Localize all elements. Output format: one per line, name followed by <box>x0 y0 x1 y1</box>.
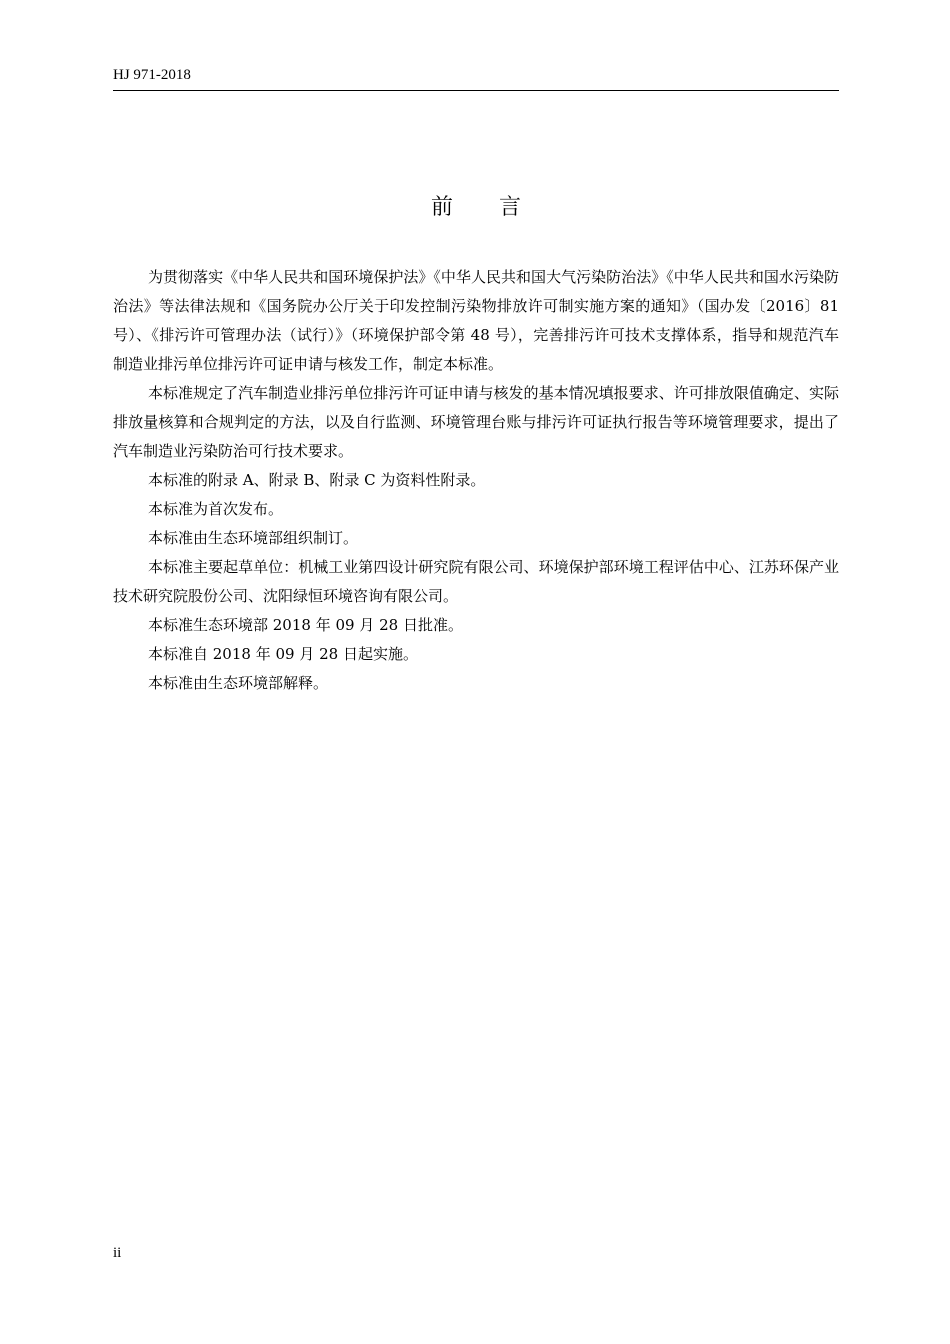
foreword-body <box>113 263 839 698</box>
title-char-1: 前 <box>430 195 453 220</box>
paragraph-first-release: 本标准为首次发布。 <box>148 500 284 518</box>
title-char-2: 言 <box>499 195 522 220</box>
document-code: HJ 971-2018 <box>113 67 191 83</box>
paragraph-approval-date: 本标准生态环境部 2018 年 09 月 28 日批准。 <box>148 616 463 634</box>
page-number: ii <box>113 1245 122 1261</box>
paragraph-scope: 本标准规定了汽车制造业排污单位排污许可证申请与核发的基本情况填报要求、许可排放限值确定、实际排放量核算和合规判定的方法，以及自行监测、环境管理台账与排污许可证执行报告等环境管理要求，提出了汽车制造业污染防治可行技术要求。 <box>113 384 839 460</box>
paragraph-purpose: 为贯彻落实《中华人民共和国环境保护法》《中华人民共和国大气污染防治法》《中华人民共和国水污染防治法》等法律法规和《国务院办公厅关于印发控制污染物排放许可制实施方案的通知》（国办发〔2016〕81 号）、《排污许可管理办法（试行）》（环境保护部令第 48 号），完善排污许可技术支撑体系，指导和规范汽车制造业排污单位排污许可证申请与核发工作，制定本标准。 <box>113 268 839 373</box>
paragraph-interpretation: 本标准由生态环境部解释。 <box>148 674 329 692</box>
page-header <box>113 66 839 91</box>
paragraph-appendices: 本标准的附录 A、附录 B、附录 C 为资料性附录。 <box>148 471 486 489</box>
page-title <box>113 193 839 223</box>
paragraph-effective-date: 本标准自 2018 年 09 月 28 日起实施。 <box>148 645 418 663</box>
paragraph-organizer: 本标准由生态环境部组织制订。 <box>148 529 359 547</box>
paragraph-drafting-units: 本标准主要起草单位：机械工业第四设计研究院有限公司、环境保护部环境工程评估中心、江苏环保产业技术研究院股份公司、沈阳绿恒环境咨询有限公司。 <box>113 558 839 605</box>
